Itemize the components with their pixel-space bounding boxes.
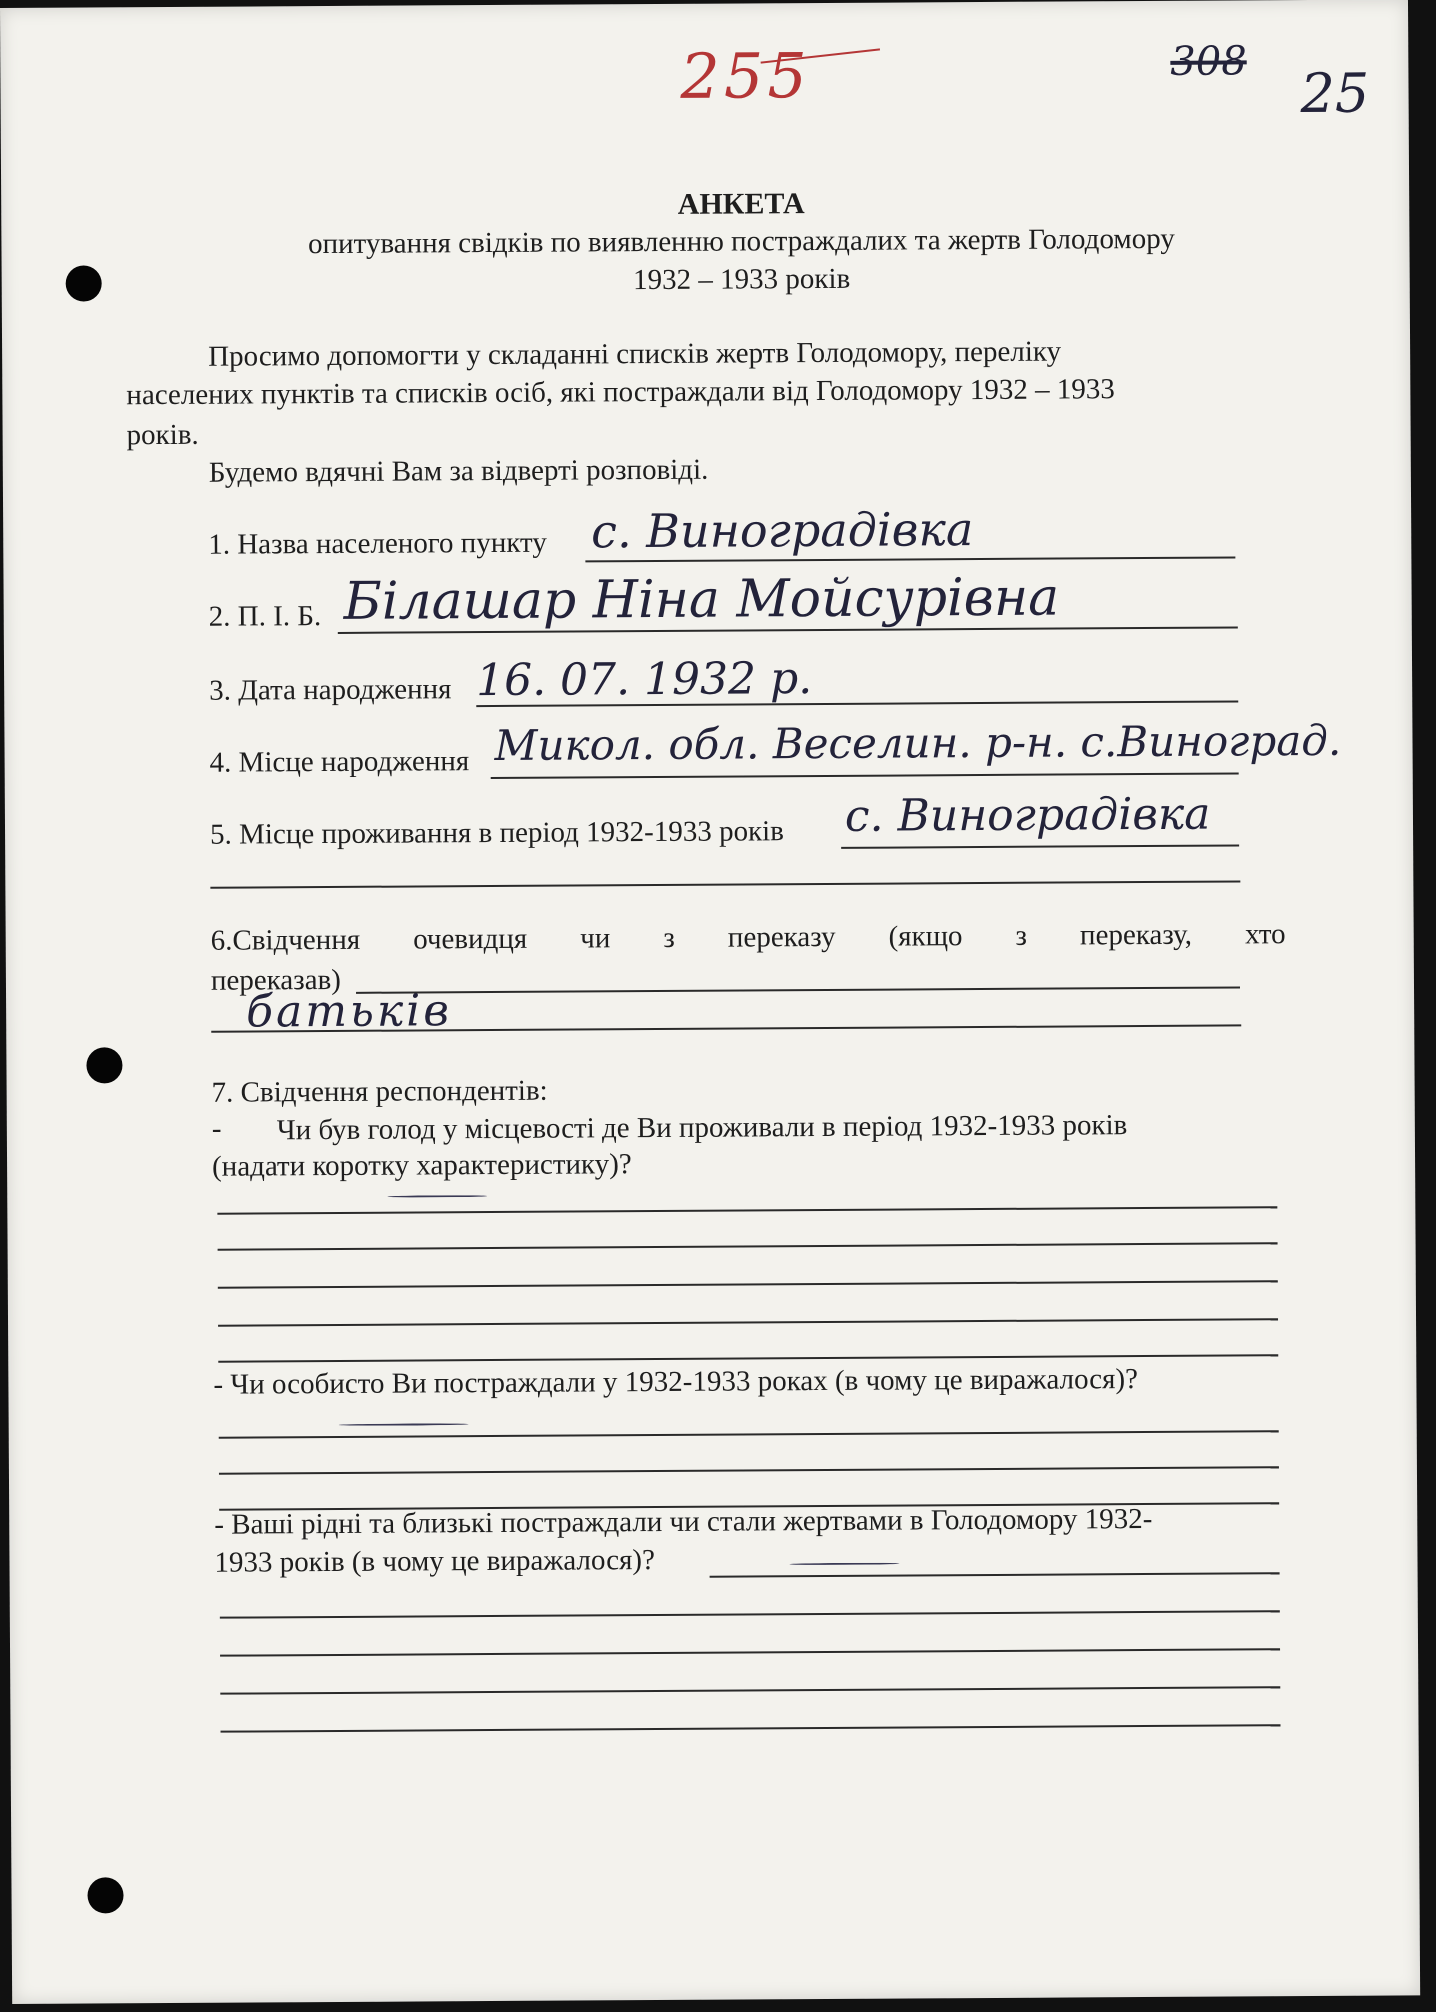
sheet-number: 25 — [1300, 61, 1370, 126]
q5-handwritten-value: с. Виноградівка — [844, 788, 1211, 842]
q6-question-line1 — [211, 918, 1286, 958]
intro-line-3: років. — [126, 418, 199, 452]
q6-word: очевидця — [413, 922, 528, 956]
section7-q3-answer-line — [220, 1648, 1280, 1656]
q6-word: переказу — [727, 920, 836, 954]
q4-handwritten-value: Микол. обл. Веселин. р-н. с.Виноград. — [494, 715, 1342, 770]
section7-q3-line2: 1933 років (в чому це виражалося)? — [214, 1544, 655, 1579]
punch-hole-bottom — [87, 1877, 123, 1913]
q5-underline — [841, 844, 1239, 848]
intro-thanks: Будемо вдячні Вам за відверті розповіді. — [208, 453, 709, 489]
section7-q1-answer-line — [218, 1318, 1278, 1326]
section7-q3-squiggle — [790, 1563, 900, 1566]
section7-q2-answer-line — [219, 1466, 1279, 1474]
punch-hole-middle — [86, 1047, 122, 1083]
q1-label: 1. Назва населеного пункту — [208, 526, 547, 561]
intro-line-2: населених пунктів та списків осіб, які постраждали від Голодомору 1932 – 1933 — [126, 373, 1115, 412]
form-subtitle-line2: 1932 – 1933 років — [633, 262, 851, 297]
q5-underline-extra — [210, 880, 1240, 888]
form-title: АНКЕТА — [677, 187, 805, 221]
q6-underline-1 — [356, 986, 1240, 993]
section7-q1-line2: (надати коротку характеристику)? — [211, 1148, 632, 1183]
q2-handwritten-value: Білашар Ніна Мойсурівна — [343, 567, 1060, 632]
section7-q2-answer-line — [219, 1430, 1279, 1438]
q6-question-line2: переказав) — [210, 963, 342, 997]
section7-q1-dash: - — [211, 1112, 222, 1145]
q3-label: 3. Дата народження — [209, 673, 452, 707]
section7-q1-answer-line — [217, 1206, 1277, 1214]
intro-line-1: Просимо допомогти у складанні списків жертв Голодомору, переліку — [208, 335, 1062, 373]
q1-handwritten-value: с. Виноградівка — [591, 502, 974, 559]
archive-number-red: 255 — [680, 39, 811, 113]
q6-word: 6.Свідчення — [210, 923, 361, 957]
q6-word: (якщо — [888, 920, 963, 953]
section7-q2: - Чи особисто Ви постраждали у 1932-1933 роках (в чому це виражалося)? — [213, 1363, 1139, 1401]
crossed-out-number: 308 — [1170, 38, 1247, 85]
q6-handwritten-value: батьків — [245, 985, 453, 1038]
section7-q1-line1: Чи був голод у місцевості де Ви проживали в період 1932-1933 років — [276, 1109, 1128, 1147]
section7-q1-answer-line — [218, 1354, 1278, 1362]
q3-handwritten-value: 16. 07. 1932 р. — [475, 653, 813, 707]
section7-q3-answer-line — [220, 1686, 1280, 1694]
form-subtitle-line1: опитування свідків по виявленню постраждалих та жертв Голодомору — [307, 222, 1175, 261]
q6-word: з — [1015, 919, 1028, 952]
q6-word: чи — [580, 922, 611, 955]
section7-q3-answer-line — [220, 1610, 1280, 1618]
section7-heading: 7. Свідчення респондентів: — [211, 1074, 548, 1109]
q6-word: хто — [1244, 918, 1286, 951]
section7-q1-answer-line — [218, 1280, 1278, 1288]
section7-q3-line1: - Ваші рідні та близькі постраждали чи стали жертвами в Голодомору 1932- — [214, 1502, 1153, 1541]
q2-label: 2. П. І. Б. — [208, 600, 322, 633]
section7-q3-underline — [710, 1572, 1280, 1577]
section7-q2-squiggle — [339, 1423, 469, 1426]
section7-q1-answer-line — [218, 1242, 1278, 1250]
q6-word: переказу, — [1079, 918, 1193, 952]
q4-label: 4. Місце народження — [209, 745, 470, 779]
section7-q3-answer-line — [221, 1724, 1281, 1732]
q4-underline — [491, 772, 1239, 779]
section7-q1-squiggle — [387, 1195, 487, 1198]
q5-label: 5. Місце проживання в період 1932-1933 років — [209, 815, 784, 851]
q6-word: з — [663, 921, 675, 954]
